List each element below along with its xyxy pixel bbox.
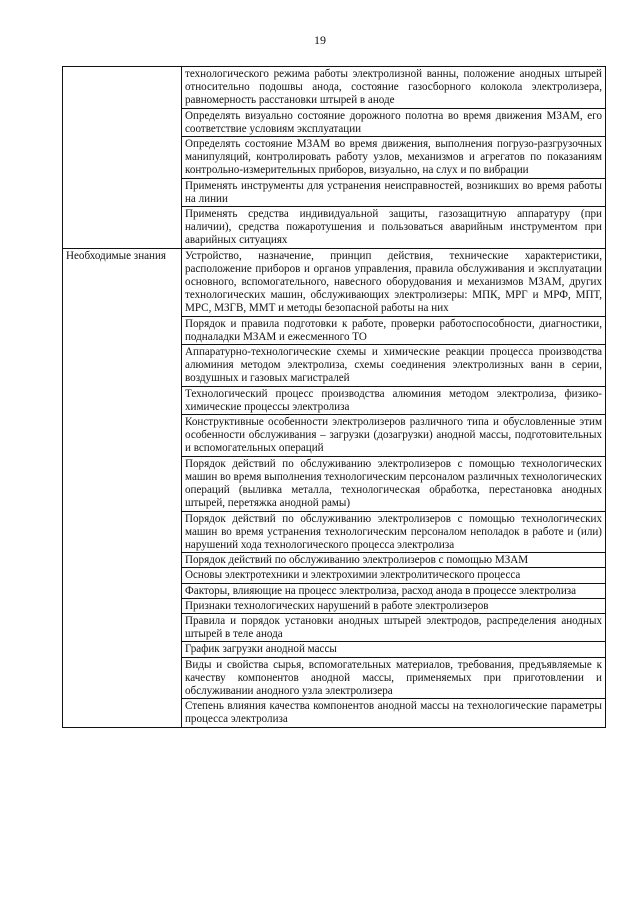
list-item: Порядок действий по обслуживанию электролизеров с помощью МЗАМ (182, 553, 606, 568)
list-item: Применять инструменты для устранения неисправностей, возникших во время работы на линии (182, 178, 606, 206)
list-item: Признаки технологических нарушений в работе электролизеров (182, 598, 606, 613)
list-item: Правила и порядок установки анодных штырей электродов, распределения анодных штырей в теле анода (182, 613, 606, 641)
list-item: Степень влияния качества компонентов анодной массы на технологические параметры процесса электролиза (182, 699, 606, 727)
list-item: График загрузки анодной массы (182, 642, 606, 657)
table-row (63, 248, 606, 316)
list-item: Технологический процесс производства алюминия методом электролиза, физико-химические процессы электролиза (182, 386, 606, 414)
list-item: Применять средства индивидуальной защиты, газозащитную аппаратуру (при наличии), средства пожаротушения и пользоваться аварийным инструментом при аварийных ситуациях (182, 207, 606, 249)
list-item: Аппаратурно-технологические схемы и химические реакции процесса производства алюминия методом электролиза, схемы соединения электролизных ванн в серии, воздушных и газовых магистралей (182, 345, 606, 387)
list-item: Порядок действий по обслуживанию электролизеров с помощью технологических машин во время устранения технологическим персоналом неполадок в работе и (или) нарушений хода технологического процесса электролиза (182, 511, 606, 553)
list-item: Конструктивные особенности электролизеров различного типа и обусловленные этим особенности обслуживания – загрузки (дозагрузки) анодной массы, подготовительных и вспомогательных операций (182, 415, 606, 457)
page-number: 19 (314, 33, 326, 47)
list-item: Устройство, назначение, принцип действия, технические характеристики, расположение приборов и органов управления, правила обслуживания и эксплуатации основного, вспомогательного, навесного оборудования и механизмов МЗАМ, других технологических машин, обслуживающих электролизеры: МПК, МРГ и МРФ, МПТ, МРС, МЗГВ, ММТ и методы безопасной работы на них (182, 248, 606, 316)
list-item: Виды и свойства сырья, вспомогательных материалов, требования, предъявляемые к качеству компонентов анодной массы, применяемых при приготовлении и обслуживании анодного узла электролизера (182, 657, 606, 699)
table-row (63, 67, 606, 109)
list-item: Факторы, влияющие на процесс электролиза, расход анода в процессе электролиза (182, 583, 606, 598)
list-item: Определять визуально состояние дорожного полотна во время движения МЗАМ, его соответствие условиям эксплуатации (182, 108, 606, 136)
row-label-required-knowledge: Необходимые знания (63, 248, 182, 727)
list-item: Определять состояние МЗАМ во время движения, выполнения погрузо-разгрузочных манипуляций, контролировать работу узлов, механизмов и агрегатов по показаниям контрольно-измерительных приборов, визуально, на слух и по вибрации (182, 137, 606, 179)
competency-table (62, 66, 606, 728)
list-item: Основы электротехники и электрохимии электролитического процесса (182, 568, 606, 583)
list-item: Порядок и правила подготовки к работе, проверки работоспособности, диагностики, подналадки МЗАМ и ежесменного ТО (182, 316, 606, 344)
list-item: Порядок действий по обслуживанию электролизеров с помощью технологических машин во время выполнения технологическим персоналом различных технологических операций (выливка металла, технологическая обработка, перестановка анодных штырей, перетяжка анодной рамы) (182, 456, 606, 511)
row-label-skills (63, 67, 182, 249)
list-item: технологического режима работы электролизной ванны, положение анодных штырей относительно подошвы анода, состояние газосборного колокола электролизера, равномерность расстановки штырей в аноде (182, 67, 606, 109)
